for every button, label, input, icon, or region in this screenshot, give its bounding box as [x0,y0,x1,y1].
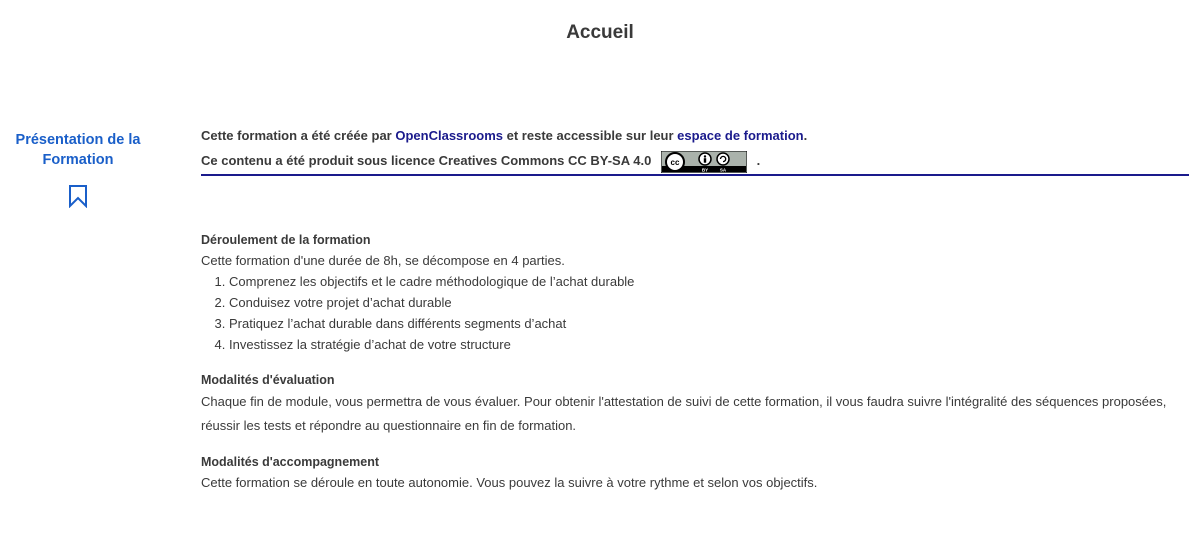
intro-credit-line [201,125,1189,146]
section-title: Modalités d'évaluation [201,373,335,387]
espace-formation-link[interactable]: espace de formation [677,128,804,143]
cc-by-sa-badge-icon[interactable] [661,151,747,173]
intro-text: . [803,128,808,143]
divider [201,174,1189,176]
section-intro: Cette formation d'une durée de 8h, se décompose en 4 parties. [201,253,565,268]
section-accompagnement [201,452,1189,493]
section-title: Modalités d'accompagnement [201,455,380,469]
list-item: 4. Investissez la stratégie d’achat de votre structure [229,334,1189,355]
content [201,230,1189,493]
openclassrooms-link[interactable]: OpenClassrooms [395,128,504,143]
section-title: Déroulement de la formation [201,233,371,247]
section-deroulement [201,230,1189,355]
intro-text: et reste accessible sur leur [503,128,678,143]
intro-block [201,125,1189,173]
section-text: Chaque fin de module, vous permettra de vous évaluer. Pour obtenir l'attestation de suivi de cette formation, il vous faudra suivre l'intégralité des séquences proposées, réussir les tests et répondre au questionnaire en fin de formation. [201,394,1167,433]
license-text: Ce contenu a été produit sous licence Creatives Commons CC BY-SA 4.0 [201,153,652,168]
section-text: Cette formation se déroule en toute autonomie. Vous pouvez la suivre à votre rythme et selon vos objectifs. [201,475,818,490]
license-suffix: . [756,153,761,168]
bookmark-icon[interactable] [68,184,88,208]
sa-label: SA [719,167,727,173]
by-label: BY [701,167,709,173]
list-item: 1. Comprenez les objectifs et le cadre méthodologique de l’achat durable [229,271,1189,292]
section-evaluation [201,370,1189,438]
sidebar-link-presentation[interactable]: Présentation de la Formation [15,132,141,168]
intro-text: Cette formation a été créée par [201,128,396,143]
page-title: Accueil [566,22,634,43]
intro-license-line [201,150,1189,173]
sidebar [0,130,156,208]
list-item: 3. Pratiquez l’achat durable dans différents segments d’achat [229,313,1189,334]
list-item: 2. Conduisez votre projet d’achat durable [229,292,1189,313]
cc-label: cc [670,157,680,167]
parts-list [201,271,1189,355]
